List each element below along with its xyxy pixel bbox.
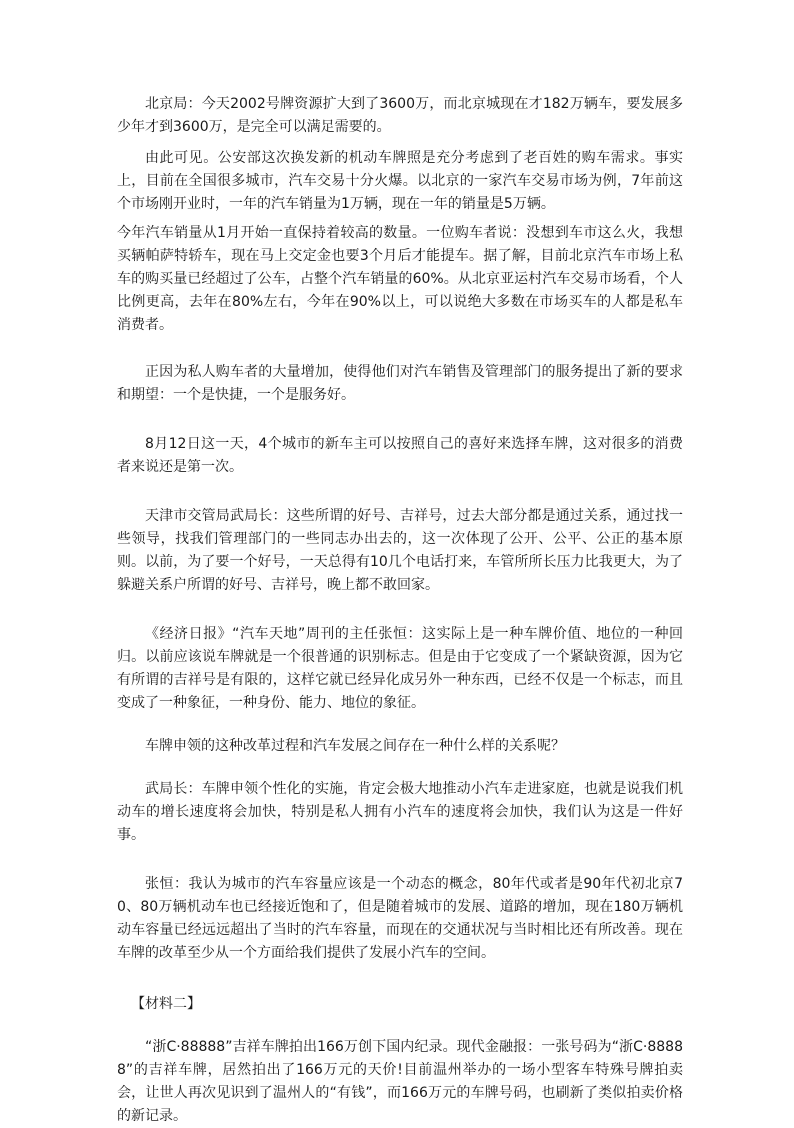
paragraph-auction: “浙C·88888”吉祥车牌拍出166万创下国内纪录。现代金融报：一张号码为“浙C·88888”的吉祥车牌，居然拍出了166万元的天价!目前温州举办的一场小型客车特殊号牌拍卖会，让世人再次见识到了温州人的“有钱”，而166万元的车牌号码，也刷新了类似拍卖价格的新记录。 [117, 1039, 683, 1124]
paragraph-car-sales: 今年汽车销量从1月开始一直保持着较高的数量。一位购车者说：没想到车市这么火，我想买辆帕萨特轿车，现在马上交定金也要3个月后才能提车。据了解，目前北京汽车市场上私车的购买量已经超过了公车，占整个汽车销量的60%。从北京亚运村汽车交易市场看，个人比例更高，去年在80%左右，今年在90%以上，可以说绝大多数在市场买车的人都是私车消费者。 [117, 225, 683, 333]
paragraph-beijing-bureau: 北京局：今天2002号牌资源扩大到了3600万，而北京城现在才182万辆车，要发展多少年才到3600万，是完全可以满足需要的。 [117, 96, 683, 135]
paragraph-tianjin-director: 天津市交管局武局长：这些所谓的好号、吉祥号，过去大部分都是通过关系，通过找一些领导，找我们管理部门的一些同志办出去的，这一次体现了公开、公平、公正的基本原则。以前，为了要一个好号，一天总得有10几个电话打来，车管所所长压力比我更大，为了躲避关系户所谓的好号、吉祥号，晚上都不敢回家。 [117, 508, 683, 593]
paragraph-august-12: 8月12日这一天，4个城市的新车主可以按照自己的喜好来选择车牌，这对很多的消费者来说还是第一次。 [117, 436, 683, 475]
paragraph-public-security: 由此可见。公安部这次换发新的机动车牌照是充分考虑到了老百姓的购车需求。事实上，目前在全国很多城市，汽车交易十分火爆。以北京的一家汽车交易市场为例，7年前这个市场刚开业时，一年的汽车销量为1万辆，现在一年的销量是5万辆。 [117, 150, 683, 212]
paragraph-question: 车牌申领的这种改革过程和汽车发展之间存在一种什么样的关系呢？ [145, 738, 565, 754]
paragraph-economic-daily: 《经济日报》“汽车天地”周刊的主任张恒：这实际上是一种车牌价值、地位的一种回归。以前应该说车牌就是一个很普通的识别标志。但是由于它变成了一个紧缺资源，因为它有所谓的吉祥号是有限的，这样它就已经异化成另外一种东西，已经不仅是一个标志，而且变成了一种象征，一种身份、能力、地位的象征。 [117, 626, 683, 711]
paragraph-zhang-heng: 张恒：我认为城市的汽车容量应该是一个动态的概念，80年代或者是90年代初北京70、80万辆机动车也已经接近饱和了，但是随着城市的发展、道路的增加，现在180万辆机动车容量已经远远超出了当时的汽车容量，而现在的交通状况与当时相比还有所改善。现在车牌的改革至少从一个方面给我们提供了发展小汽车的空间。 [117, 876, 683, 961]
section-heading: 【材料二】 [131, 996, 201, 1012]
document-page [117, 93, 683, 1128]
paragraph-director-wu: 武局长：车牌申领个性化的实施，肯定会极大地推动小汽车走进家庭，也就是说我们机动车的增长速度将会加快，特别是私人拥有小汽车的速度将会加快，我们认为这是一件好事。 [117, 781, 683, 843]
paragraph-private-buyers: 正因为私人购车者的大量增加，使得他们对汽车销售及管理部门的服务提出了新的要求和期望：一个是快捷，一个是服务好。 [117, 364, 683, 403]
